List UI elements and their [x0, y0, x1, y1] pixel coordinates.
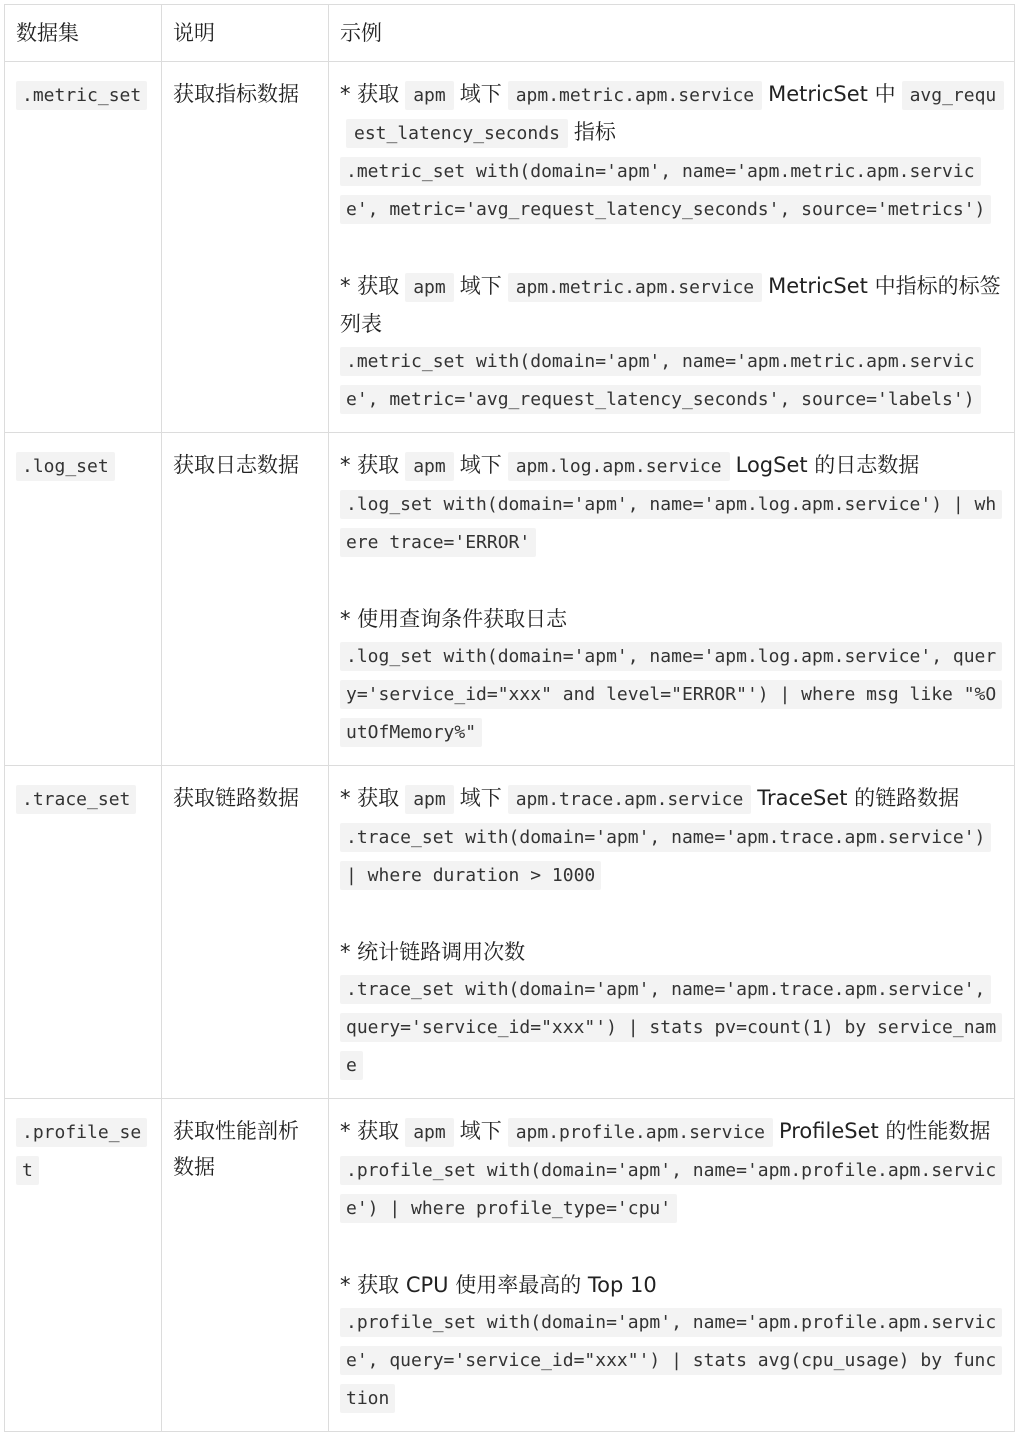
code-line-wrap — [340, 1303, 1004, 1417]
dataset-cell — [5, 62, 162, 433]
example-text: * 统计链路调用次数 — [340, 940, 526, 964]
table-row — [5, 62, 1015, 433]
table-header-row — [5, 5, 1015, 62]
example-block — [340, 934, 1004, 1084]
description-cell: 获取指标数据 — [162, 62, 329, 433]
inline-code: apm.metric.apm.service — [508, 273, 762, 302]
code-snippet: .metric_set with(domain='apm', name='apm.metric.apm.service', metric='avg_request_latency_seconds', source='metrics') — [340, 157, 991, 224]
code-snippet: .trace_set with(domain='apm', name='apm.trace.apm.service', query='service_id="xxx"') | stats pv=count(1) by service_name — [340, 975, 1002, 1080]
table-row — [5, 1099, 1015, 1432]
example-block — [340, 76, 1004, 228]
inline-code: apm.profile.apm.service — [508, 1118, 773, 1147]
example-title — [340, 780, 1004, 818]
inline-code: apm — [405, 452, 454, 481]
dataset-name: .metric_set — [16, 81, 147, 110]
example-block — [340, 780, 1004, 894]
example-text: 域下 — [459, 453, 502, 477]
example-text: TraceSet 的链路数据 — [757, 786, 960, 810]
table-row — [5, 766, 1015, 1099]
dataset-table — [4, 4, 1015, 1432]
inline-code: apm — [405, 785, 454, 814]
example-block — [340, 1113, 1004, 1227]
table-body — [5, 62, 1015, 1432]
dataset-name: .log_set — [16, 452, 115, 481]
header-example: 示例 — [329, 5, 1015, 62]
inline-code: apm.log.apm.service — [508, 452, 730, 481]
code-line-wrap — [340, 970, 1004, 1084]
code-snippet: .log_set with(domain='apm', name='apm.log.apm.service', query='service_id="xxx" and level="ERROR"') | where msg like "%OutOfMemory%" — [340, 642, 1002, 747]
example-block — [340, 268, 1004, 418]
example-text: * 获取 — [340, 274, 400, 298]
dataset-name: .trace_set — [16, 785, 136, 814]
example-title — [340, 1267, 1004, 1303]
code-line-wrap — [340, 1151, 1004, 1227]
example-text: 指标 — [573, 120, 616, 144]
code-snippet: .trace_set with(domain='apm', name='apm.trace.apm.service') | where duration > 1000 — [340, 823, 991, 890]
example-title — [340, 934, 1004, 970]
inline-code: apm.metric.apm.service — [508, 81, 762, 110]
example-title — [340, 268, 1004, 342]
example-title — [340, 601, 1004, 637]
example-title — [340, 447, 1004, 485]
example-text: * 获取 CPU 使用率最高的 Top 10 — [340, 1273, 657, 1297]
code-snippet: .profile_set with(domain='apm', name='apm.profile.apm.service') | where profile_type='cpu' — [340, 1156, 1002, 1223]
example-cell — [329, 1099, 1015, 1432]
example-text: 域下 — [459, 1119, 502, 1143]
example-title — [340, 76, 1004, 152]
example-text: * 获取 — [340, 1119, 400, 1143]
inline-code: apm — [405, 1118, 454, 1147]
example-text: ProfileSet 的性能数据 — [778, 1119, 991, 1143]
inline-code: avg_request_latency_seconds — [346, 81, 1004, 148]
code-snippet: .metric_set with(domain='apm', name='apm.metric.apm.service', metric='avg_request_latency_seconds', source='labels') — [340, 347, 981, 414]
example-block — [340, 447, 1004, 561]
example-text: * 获取 — [340, 786, 400, 810]
example-cell — [329, 433, 1015, 766]
code-snippet: .profile_set with(domain='apm', name='apm.profile.apm.service', query='service_id="xxx"') | stats avg(cpu_usage) by function — [340, 1308, 1002, 1413]
example-text: * 获取 — [340, 82, 400, 106]
description-cell: 获取性能剖析数据 — [162, 1099, 329, 1432]
example-text: 域下 — [459, 274, 502, 298]
example-block — [340, 1267, 1004, 1417]
example-text: LogSet 的日志数据 — [735, 453, 920, 477]
code-line-wrap — [340, 485, 1004, 561]
example-cell — [329, 766, 1015, 1099]
description-cell: 获取日志数据 — [162, 433, 329, 766]
example-text: MetricSet 中 — [768, 82, 896, 106]
code-line-wrap — [340, 818, 1004, 894]
code-snippet: .log_set with(domain='apm', name='apm.log.apm.service') | where trace='ERROR' — [340, 490, 1002, 557]
example-text: * 使用查询条件获取日志 — [340, 607, 568, 631]
header-description: 说明 — [162, 5, 329, 62]
dataset-cell — [5, 1099, 162, 1432]
dataset-cell — [5, 433, 162, 766]
example-title — [340, 1113, 1004, 1151]
example-cell — [329, 62, 1015, 433]
code-line-wrap — [340, 152, 1004, 228]
inline-code: apm — [405, 81, 454, 110]
description-cell: 获取链路数据 — [162, 766, 329, 1099]
example-text: MetricSet 中指标的标签列表 — [340, 274, 1001, 336]
inline-code: apm — [405, 273, 454, 302]
inline-code: apm.trace.apm.service — [508, 785, 752, 814]
dataset-name: .profile_set — [16, 1118, 147, 1185]
code-line-wrap — [340, 637, 1004, 751]
example-text: * 获取 — [340, 453, 400, 477]
table-row — [5, 433, 1015, 766]
example-block — [340, 601, 1004, 751]
header-dataset: 数据集 — [5, 5, 162, 62]
example-text: 域下 — [459, 786, 502, 810]
dataset-cell — [5, 766, 162, 1099]
example-text: 域下 — [459, 82, 502, 106]
code-line-wrap — [340, 342, 1004, 418]
